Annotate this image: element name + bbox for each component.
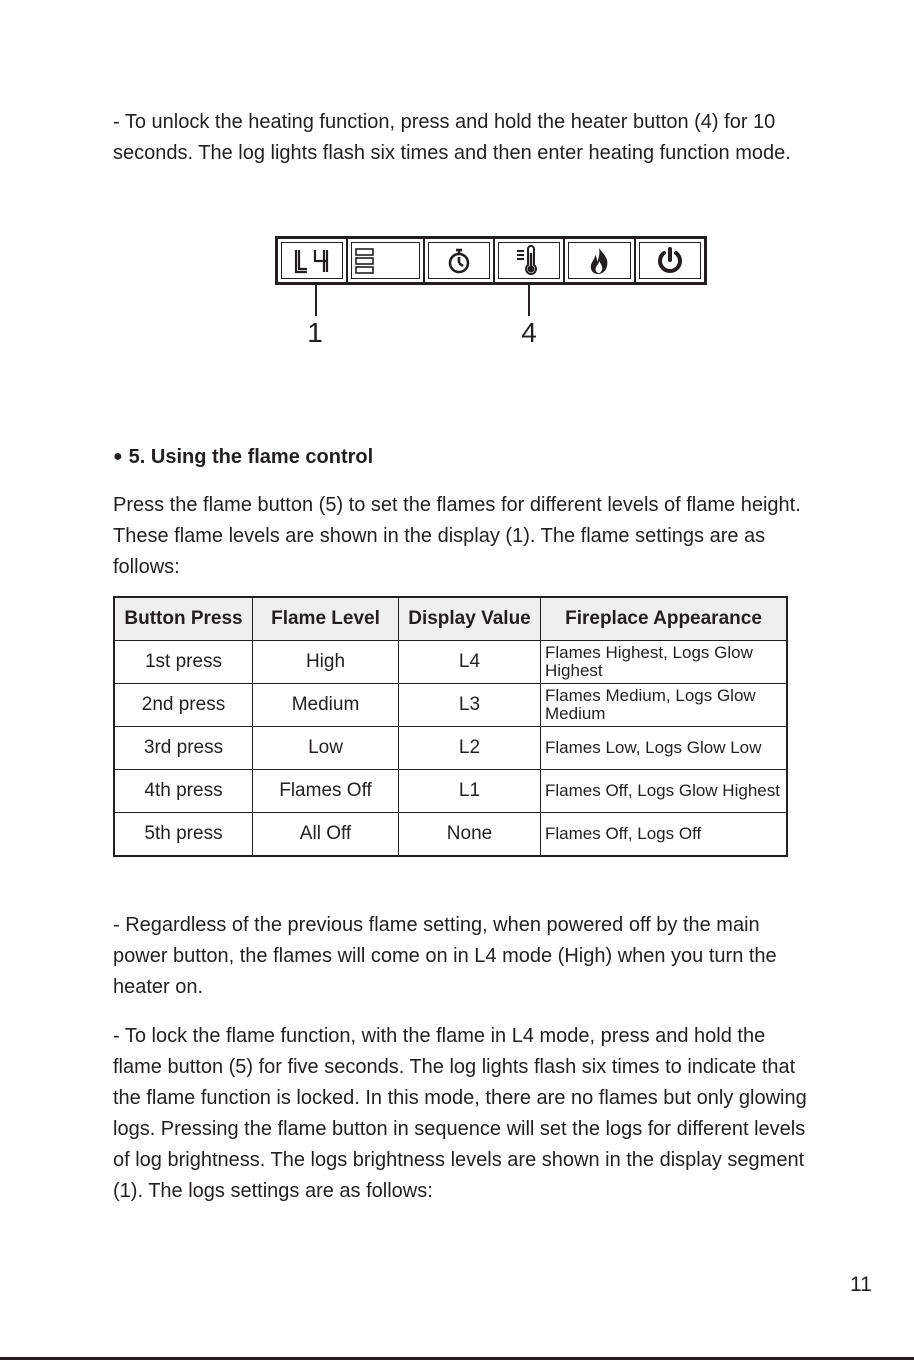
bullet-icon: ● bbox=[113, 448, 123, 465]
flame-control-paragraph: Press the flame button (5) to set the flames for different levels of flame height. These flame levels are shown in the display (1). The flame settings are as follows: bbox=[113, 494, 801, 578]
timer-icon bbox=[446, 247, 472, 275]
cell-button-press: 1st press bbox=[114, 641, 253, 684]
table-row bbox=[114, 770, 787, 813]
thermometer-heater-icon bbox=[514, 245, 544, 277]
cell-fireplace-appearance: Flames Low, Logs Glow Low bbox=[541, 727, 788, 770]
table-row bbox=[114, 813, 787, 857]
table-row bbox=[114, 641, 787, 684]
section-heading-text: 5. Using the flame control bbox=[128, 446, 374, 468]
power-button[interactable] bbox=[636, 239, 704, 282]
cell-display-value: L2 bbox=[399, 727, 541, 770]
flame-button[interactable] bbox=[565, 239, 635, 282]
unlock-heating-paragraph: - To unlock the heating function, press and hold the heater button (4) for 10 seconds. The log lights flash six times and then enter heating function mode. bbox=[113, 111, 791, 164]
heater-button[interactable] bbox=[495, 239, 565, 282]
power-off-note-paragraph: - Regardless of the previous flame setting, when powered off by the main power button, the flames will come on in L4 mode (High) when you turn the heater on. bbox=[113, 914, 777, 998]
cell-button-press: 4th press bbox=[114, 770, 253, 813]
flame-icon bbox=[587, 246, 611, 276]
header-flame-level: Flame Level bbox=[253, 597, 399, 641]
display-cell bbox=[278, 239, 348, 282]
cell-flame-level: Medium bbox=[253, 684, 399, 727]
segment-indicator-cell bbox=[348, 239, 424, 282]
control-panel bbox=[275, 236, 707, 285]
table-row bbox=[114, 684, 787, 727]
header-button-press: Button Press bbox=[114, 597, 253, 641]
page-number: 11 bbox=[850, 1273, 872, 1296]
cell-fireplace-appearance: Flames Medium, Logs Glow Medium bbox=[541, 684, 788, 727]
cell-display-value: L3 bbox=[399, 684, 541, 727]
cell-fireplace-appearance: Flames Off, Logs Off bbox=[541, 813, 788, 857]
cell-button-press: 5th press bbox=[114, 813, 253, 857]
lock-flame-paragraph: - To lock the flame function, with the flame in L4 mode, press and hold the flame button (5) for five seconds. The log lights flash six times to indicate that the flame function is locked. In this mode, there are no flames but only glowing logs. Pressing the flame button in sequence will set the logs for different levels of log brightness. The logs brightness levels are shown in the display segment (1). The logs settings are as follows: bbox=[113, 1025, 807, 1202]
cell-fireplace-appearance: Flames Off, Logs Glow Highest bbox=[541, 770, 788, 813]
power-icon bbox=[655, 246, 685, 276]
cell-button-press: 2nd press bbox=[114, 684, 253, 727]
cell-display-value: L4 bbox=[399, 641, 541, 684]
cell-display-value: L1 bbox=[399, 770, 541, 813]
cell-fireplace-appearance: Flames Highest, Logs Glow Highest bbox=[541, 641, 788, 684]
cell-display-value: None bbox=[399, 813, 541, 857]
table-row bbox=[114, 727, 787, 770]
header-display-value: Display Value bbox=[399, 597, 541, 641]
cell-button-press: 3rd press bbox=[114, 727, 253, 770]
bottom-divider bbox=[0, 1357, 914, 1360]
cell-flame-level: Flames Off bbox=[253, 770, 399, 813]
callout-line-heater bbox=[528, 282, 530, 316]
cell-flame-level: High bbox=[253, 641, 399, 684]
section-heading bbox=[113, 442, 373, 474]
header-fireplace-appearance: Fireplace Appearance bbox=[541, 597, 788, 641]
cell-flame-level: All Off bbox=[253, 813, 399, 857]
display-icon bbox=[290, 246, 334, 276]
timer-button[interactable] bbox=[425, 239, 495, 282]
cell-flame-level: Low bbox=[253, 727, 399, 770]
table-header-row bbox=[114, 597, 787, 641]
flame-settings-table bbox=[113, 596, 788, 857]
callout-number-heater: 4 bbox=[521, 317, 537, 348]
callout-line-display bbox=[315, 282, 317, 316]
segment-indicator-icon bbox=[354, 246, 376, 276]
callout-number-display: 1 bbox=[307, 317, 323, 348]
